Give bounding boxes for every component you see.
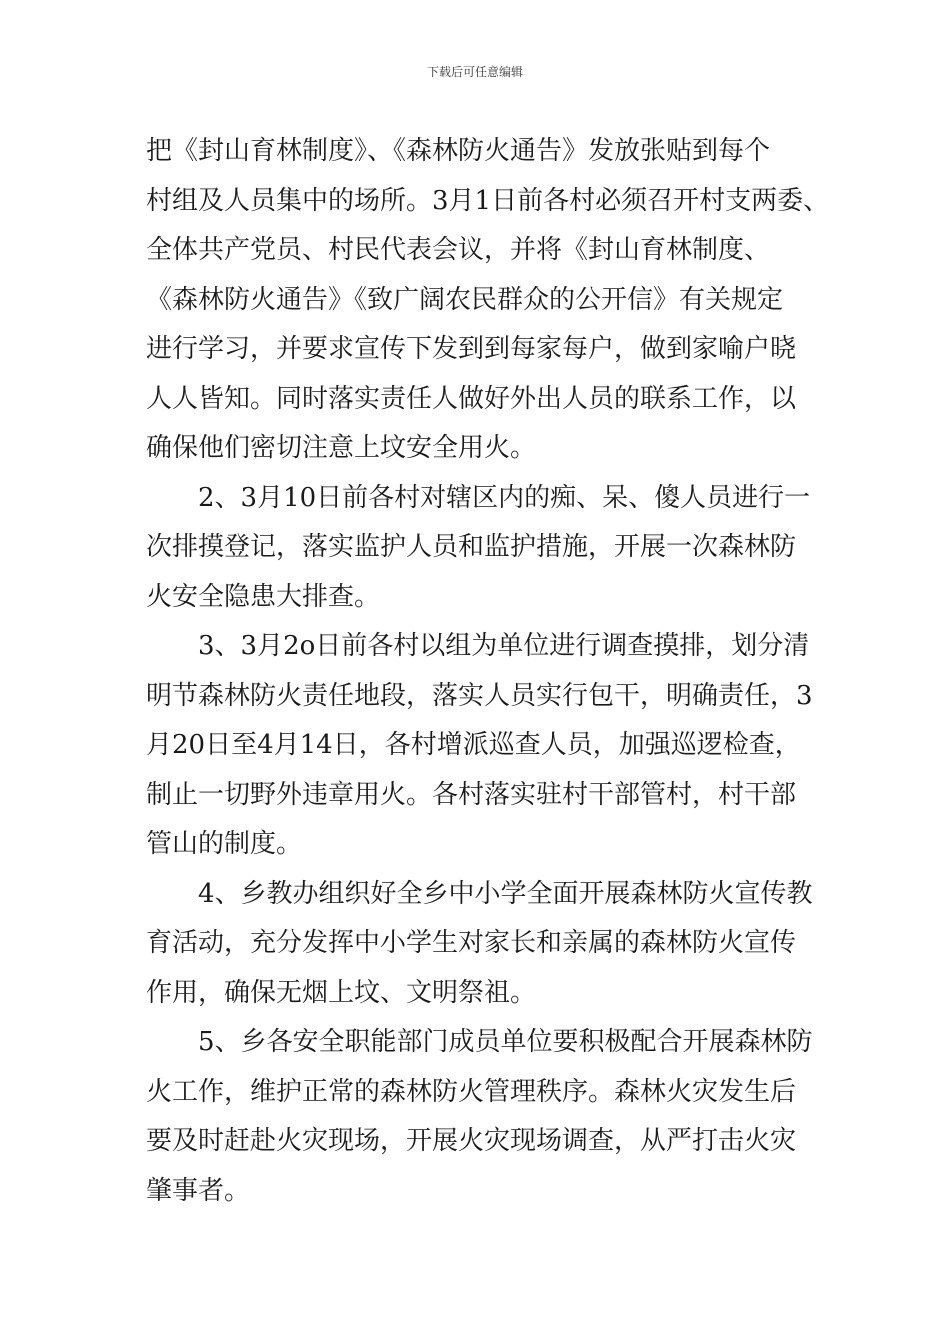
paragraph-3 xyxy=(146,622,826,870)
paragraph-5 xyxy=(146,1018,826,1216)
text-line: 《森林防火通告》《致广阔农民群众的公开信》有关规定 xyxy=(146,284,784,315)
text-line: 制止一切野外违章用火。各村落实驻村干部管村，村干部 xyxy=(146,779,797,810)
text-line: 次排摸登记，落实监护人员和监护措施，开展一次森林防 xyxy=(146,532,797,562)
text-line: 全体共产党员、村民代表会议，并将《封山育林制度、 xyxy=(146,235,771,265)
text-line: 肇事者。 xyxy=(146,1175,251,1206)
text-line: 育活动，充分发挥中小学生对家长和亲属的森林防火宣传 xyxy=(146,928,797,958)
text-line: 5、乡各安全职能部门成员单位要积极配合开展森林防 xyxy=(198,1027,813,1057)
text-line: 火安全隐患大排查。 xyxy=(146,581,381,612)
text-line: 月20日至4月14日，各村增派巡查人员，加强巡逻检查， xyxy=(146,730,801,760)
page-header-note: 下载后可任意编辑 xyxy=(426,65,523,79)
text-line: 把《封山育林制度》、《森林防火通告》发放张贴到每个 xyxy=(146,136,771,166)
paragraph-2 xyxy=(146,474,826,623)
paragraph-4 xyxy=(146,870,826,1019)
text-line: 管山的制度。 xyxy=(146,829,303,859)
document-body xyxy=(146,127,830,1216)
text-line: 2、3月10日前各村对辖区内的痴、呆、傻人员进行一 xyxy=(198,482,811,513)
paragraph-1 xyxy=(146,127,830,474)
text-line: 要及时赶赴火灾现场，开展火灾现场调查，从严打击火灾 xyxy=(146,1126,797,1156)
text-line: 确保他们密切注意上坟安全用火。 xyxy=(146,433,537,463)
text-line: 明节森林防火责任地段，落实人员实行包干，明确责任，3 xyxy=(146,680,813,711)
text-line: 4、乡教办组织好全乡中小学全面开展森林防火宣传教 xyxy=(198,878,813,909)
text-line: 进行学习，并要求宣传下发到到每家每户，做到家喻户晓 xyxy=(146,334,797,364)
text-line: 村组及人员集中的场所。3月1日前各村必须召开村支两委、 xyxy=(146,185,830,216)
text-line: 火工作，维护正常的森林防火管理秩序。森林火灾发生后 xyxy=(146,1076,797,1107)
text-line: 作用，确保无烟上坟、文明祭祖。 xyxy=(146,977,537,1008)
text-line: 人人皆知。同时落实责任人做好外出人员的联系工作，以 xyxy=(146,383,797,414)
text-line: 3、3月2o日前各村以组为单位进行调查摸排，划分清 xyxy=(198,631,810,661)
